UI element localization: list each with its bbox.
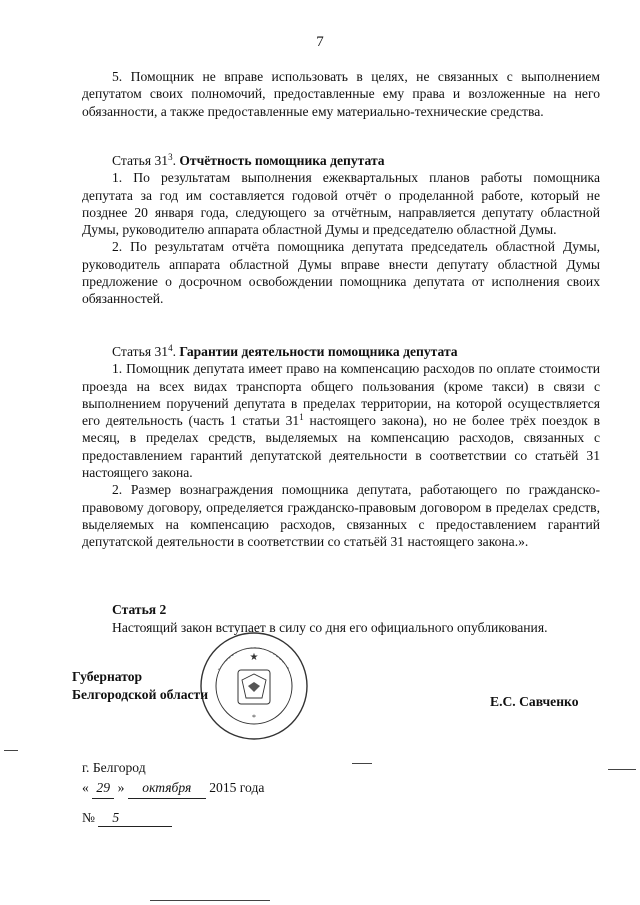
article-31-3-heading: Статья $31^3$. Отчётность помощника депутата	[112, 152, 385, 168]
article-2-title: Статья 2	[112, 602, 167, 617]
official-seal	[198, 630, 310, 742]
city: г. Белгород	[82, 760, 146, 775]
article-31-4-title: Гарантии деятельности помощника депутата	[179, 344, 458, 359]
article-31-4-sup: 4	[168, 343, 173, 353]
date-line	[82, 778, 264, 799]
date-year: 2015 года	[209, 780, 265, 795]
svg-text:*: *	[252, 713, 256, 722]
svg-text:★: ★	[249, 652, 259, 663]
paragraph-5	[82, 68, 600, 120]
governor-role-line1: Губернатор	[72, 669, 143, 684]
article-2-text: Настоящий закон вступает в силу со дня его официального опубликования.	[112, 620, 548, 635]
margin-mark-center	[352, 763, 372, 764]
article-31-4-heading: Статья $31^4$. Гарантии деятельности помощника депутата	[112, 343, 458, 359]
article-31-4-p1-sup: 1	[299, 412, 304, 423]
date-month: октября	[128, 778, 206, 799]
article-31-3	[82, 152, 600, 308]
governor-title	[72, 668, 208, 703]
article-31-4-prefix: Статья 31	[112, 344, 169, 359]
article-31-3-sup: 3	[168, 152, 173, 162]
governor-role-line2: Белгородской области	[72, 686, 209, 702]
governor-name: Е.С. Савченко	[490, 694, 579, 709]
date-day: 29	[92, 778, 114, 799]
law-number	[82, 810, 172, 827]
article-31-4	[82, 343, 600, 551]
article-31-3-p2: 2. По результатам отчёта помощника депутата председатель областной Думы, руководитель аппарата областной Думы вправе внести депутату областной Думы предложение о досрочном освобождении помощника депутата от исполнения своих обязанностей.	[82, 239, 600, 307]
article-31-4-p1-part-b: настоящего закона), но не более трёх поездок в месяц, в пределах средств, выделяемых на компенсацию расходов, связанных с предоставлением гарантий депутатской деятельности в соответствии со статьёй 31 настоящего закона.	[82, 413, 600, 481]
article-31-4-p2: 2. Размер вознаграждения помощника депутата, работающего по гражданско-правовому договору, определяется гражданско-правовым договором в пределах средств, выделяемых на компенсацию расходов, связанных с предоставлением гарантий депутатской деятельности в соответствии со статьёй 31 настоящего закона.».	[82, 482, 600, 550]
date-quote-close: »	[117, 780, 125, 795]
date-quote-open: «	[82, 780, 89, 795]
margin-mark-right	[608, 769, 636, 770]
bottom-mark	[150, 900, 270, 901]
page-number: 7	[316, 34, 324, 50]
article-31-3-prefix: Статья 31	[112, 153, 169, 168]
article-31-4-p1	[82, 360, 600, 481]
article-31-3-title: Отчётность помощника депутата	[179, 153, 385, 168]
number-value: 5	[98, 810, 172, 827]
margin-mark-left	[4, 750, 18, 751]
paragraph-5-text: 5. Помощник не вправе использовать в целях, не связанных с выполнением депутатом своих полномочий, предоставленные ему права и возложенные на него обязанности, а также предоставленные ему материально-технические средства.	[82, 69, 600, 119]
place-and-date	[82, 758, 264, 799]
number-label: №	[82, 810, 95, 825]
article-31-4-p1-part-a: 1. Помощник депутата имеет право на компенсацию расходов по оплате стоимости проезда на всех видах транспорта общего пользования (кроме такси) в связи с выполнением поручений депутата в пределах территории, на которой осуществляется его деятельность (часть 1 статьи 31	[82, 361, 600, 429]
article-31-3-p1: 1. По результатам выполнения ежеквартальных планов работы помощника депутата за год им составляется годовой отчёт о проделанной работе, который не позднее 20 января года, следующего за отчётным, направляется депутату областной Думы, руководителю аппарата областной Думы и председателю областной Думы.	[82, 170, 600, 238]
